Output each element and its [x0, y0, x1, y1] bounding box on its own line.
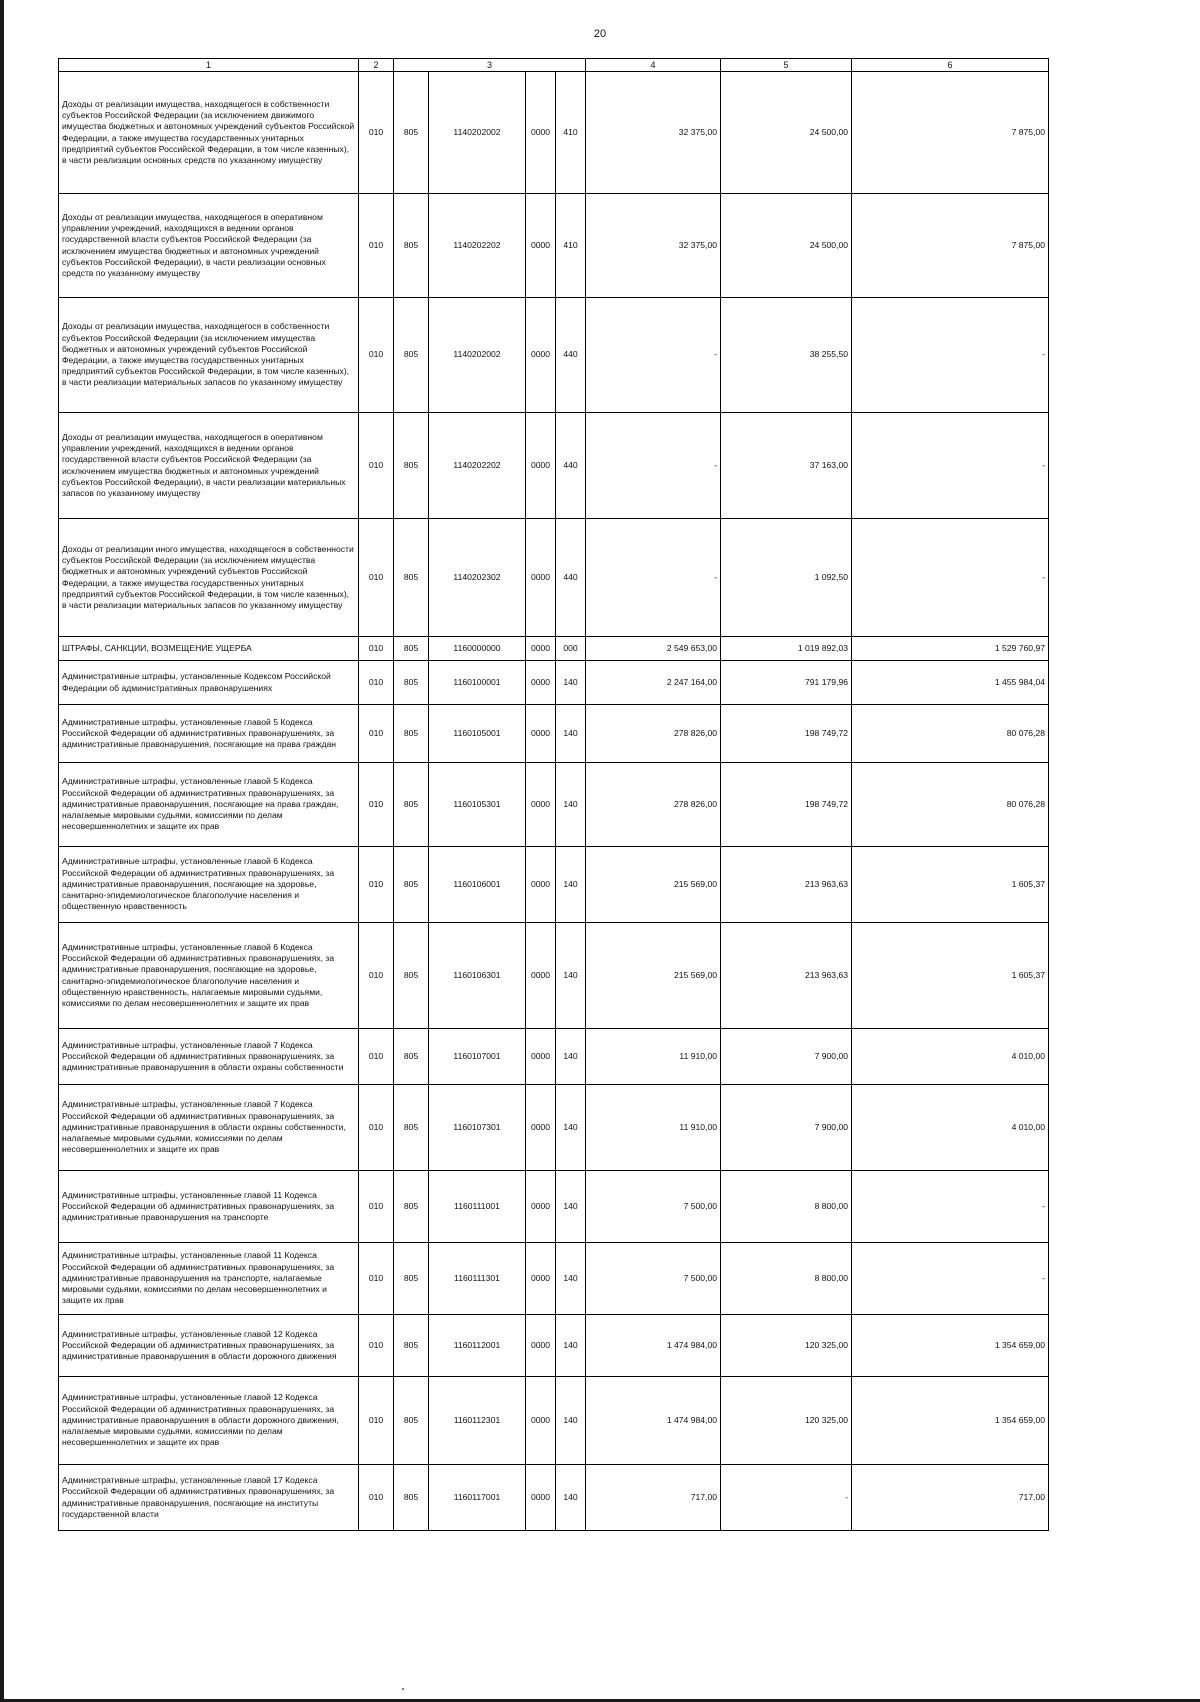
row-kosgu-code: 140 — [556, 763, 586, 847]
row-executed-amount: 8 800,00 — [721, 1243, 852, 1315]
row-kosgu-code: 440 — [556, 298, 586, 413]
row-kosgu-code: 140 — [556, 1029, 586, 1085]
row-admin-code: 805 — [394, 519, 429, 637]
row-program-code: 0000 — [526, 298, 556, 413]
row-description: Административные штрафы, установленные главой 5 Кодекса Российской Федерации об административных правонарушениях, за административные правонарушения, посягающие на права граждан — [59, 705, 359, 763]
row-line-code: 010 — [359, 194, 394, 298]
row-approved-amount: 278 826,00 — [586, 763, 721, 847]
row-description: Административные штрафы, установленные главой 7 Кодекса Российской Федерации об административных правонарушениях, за административные правонарушения в области охраны собственности, налагаемые мировыми судьями, комиссиями по делам несовершеннолетних и защите их прав — [59, 1085, 359, 1171]
row-approved-amount: 32 375,00 — [586, 194, 721, 298]
table-row — [59, 705, 1049, 763]
row-description: Доходы от реализации имущества, находящегося в собственности субъектов Российской Федерации (за исключением движимого имущества бюджетных и автономных учреждений субъектов Российской Федерации, а также имущества государственных унитарных предприятий субъектов Российской Федерации, в том числе казенных), в части реализации основных средств по указанному имуществу — [59, 72, 359, 194]
row-line-code: 010 — [359, 705, 394, 763]
table-row — [59, 1377, 1049, 1465]
row-approved-amount: 278 826,00 — [586, 705, 721, 763]
row-approved-amount: 7 500,00 — [586, 1243, 721, 1315]
row-description: Административные штрафы, установленные главой 6 Кодекса Российской Федерации об административных правонарушениях, за административные правонарушения, посягающие на здоровье, санитарно-эпидемиологическое благополучие населения и общественную нравственность — [59, 847, 359, 923]
row-description: Административные штрафы, установленные главой 12 Кодекса Российской Федерации об административных правонарушениях, за административные правонарушения в области дорожного движения, налагаемые мировыми судьями, комиссиями по делам несовершеннолетних и защите их прав — [59, 1377, 359, 1465]
row-line-code: 010 — [359, 923, 394, 1029]
table-row — [59, 763, 1049, 847]
row-budget-code: 1160107301 — [429, 1085, 526, 1171]
row-program-code: 0000 — [526, 923, 556, 1029]
page-number: 20 — [593, 28, 607, 40]
row-approved-amount: 1 474 984,00 — [586, 1315, 721, 1377]
row-executed-amount: 1 019 892,03 — [721, 637, 852, 661]
row-kosgu-code: 440 — [556, 519, 586, 637]
row-approved-amount: - — [586, 413, 721, 519]
row-executed-amount: 120 325,00 — [721, 1315, 852, 1377]
row-program-code: 0000 — [526, 194, 556, 298]
row-unexecuted-amount: 4 010,00 — [852, 1029, 1049, 1085]
row-executed-amount: 7 900,00 — [721, 1085, 852, 1171]
row-description: Административные штрафы, установленные главой 12 Кодекса Российской Федерации об административных правонарушениях, за административные правонарушения в области дорожного движения — [59, 1315, 359, 1377]
row-approved-amount: 11 910,00 — [586, 1085, 721, 1171]
row-admin-code: 805 — [394, 1171, 429, 1243]
row-unexecuted-amount: - — [852, 298, 1049, 413]
row-approved-amount: 7 500,00 — [586, 1171, 721, 1243]
row-line-code: 010 — [359, 661, 394, 705]
row-program-code: 0000 — [526, 763, 556, 847]
table-row — [59, 298, 1049, 413]
row-kosgu-code: 410 — [556, 194, 586, 298]
header-col-5: 5 — [721, 59, 852, 72]
row-unexecuted-amount: - — [852, 1243, 1049, 1315]
row-admin-code: 805 — [394, 1243, 429, 1315]
row-executed-amount: - — [721, 1465, 852, 1531]
row-admin-code: 805 — [394, 1377, 429, 1465]
row-description: Административные штрафы, установленные главой 6 Кодекса Российской Федерации об административных правонарушениях, за административные правонарушения, посягающие на здоровье, санитарно-эпидемиологическое благополучие населения и общественную нравственность, налагаемые мировыми судьями, комиссиями по делам несовершеннолетних и защите их прав — [59, 923, 359, 1029]
row-unexecuted-amount: - — [852, 1171, 1049, 1243]
row-kosgu-code: 410 — [556, 72, 586, 194]
row-line-code: 010 — [359, 637, 394, 661]
row-budget-code: 1160107001 — [429, 1029, 526, 1085]
row-program-code: 0000 — [526, 1465, 556, 1531]
row-approved-amount: 2 549 653,00 — [586, 637, 721, 661]
row-admin-code: 805 — [394, 298, 429, 413]
row-admin-code: 805 — [394, 637, 429, 661]
row-admin-code: 805 — [394, 763, 429, 847]
row-line-code: 010 — [359, 72, 394, 194]
row-unexecuted-amount: 1 455 984,04 — [852, 661, 1049, 705]
table-row — [59, 1029, 1049, 1085]
row-unexecuted-amount: 7 875,00 — [852, 72, 1049, 194]
row-budget-code: 1160106001 — [429, 847, 526, 923]
row-budget-code: 1160111301 — [429, 1243, 526, 1315]
table-row — [59, 1243, 1049, 1315]
table-row — [59, 519, 1049, 637]
row-approved-amount: 32 375,00 — [586, 72, 721, 194]
row-budget-code: 1160105301 — [429, 763, 526, 847]
row-kosgu-code: 140 — [556, 1315, 586, 1377]
row-program-code: 0000 — [526, 413, 556, 519]
row-description: Административные штрафы, установленные главой 17 Кодекса Российской Федерации об административных правонарушениях, за административные правонарушения, посягающие на институты государственной власти — [59, 1465, 359, 1531]
table-row — [59, 1465, 1049, 1531]
table-row — [59, 661, 1049, 705]
row-budget-code: 1160117001 — [429, 1465, 526, 1531]
row-description: Доходы от реализации имущества, находящегося в собственности субъектов Российской Федерации (за исключением имущества бюджетных и автономных учреждений субъектов Российской Федерации, а также имущества государственных унитарных предприятий субъектов Российской Федерации, в том числе казенных), в части реализации материальных запасов по указанному имуществу — [59, 298, 359, 413]
row-unexecuted-amount: 4 010,00 — [852, 1085, 1049, 1171]
table-row — [59, 1171, 1049, 1243]
row-approved-amount: 717,00 — [586, 1465, 721, 1531]
row-budget-code: 1140202202 — [429, 194, 526, 298]
row-line-code: 010 — [359, 298, 394, 413]
row-kosgu-code: 140 — [556, 1085, 586, 1171]
row-admin-code: 805 — [394, 661, 429, 705]
table-row — [59, 847, 1049, 923]
row-line-code: 010 — [359, 413, 394, 519]
row-program-code: 0000 — [526, 705, 556, 763]
row-budget-code: 1140202002 — [429, 298, 526, 413]
row-line-code: 010 — [359, 1243, 394, 1315]
row-executed-amount: 213 963,63 — [721, 923, 852, 1029]
row-approved-amount: 2 247 164,00 — [586, 661, 721, 705]
row-description: Доходы от реализации иного имущества, находящегося в собственности субъектов Российской Федерации (за исключением имущества бюджетных и автономных учреждений субъектов Российской Федерации, а также имущества государственных унитарных предприятий субъектов Российской Федерации, в том числе казенных), в части реализации материальных запасов по указанному имуществу — [59, 519, 359, 637]
row-description: Доходы от реализации имущества, находящегося в оперативном управлении учреждений, находящихся в ведении органов государственной власти субъектов Российской Федерации (за исключением имущества бюджетных и автономных учреждений субъектов Российской Федерации), в части реализации основных средств по указанному имуществу — [59, 194, 359, 298]
row-description: Доходы от реализации имущества, находящегося в оперативном управлении учреждений, находящихся в ведении органов государственной власти субъектов Российской Федерации (за исключением имущества бюджетных и автономных учреждений субъектов Российской Федерации), в части реализации материальных запасов по указанному имуществу — [59, 413, 359, 519]
revenue-table — [58, 58, 1049, 1531]
row-kosgu-code: 140 — [556, 923, 586, 1029]
row-kosgu-code: 140 — [556, 705, 586, 763]
row-line-code: 010 — [359, 1377, 394, 1465]
row-budget-code: 1160112001 — [429, 1315, 526, 1377]
row-budget-code: 1160111001 — [429, 1171, 526, 1243]
row-unexecuted-amount: 1 354 659,00 — [852, 1315, 1049, 1377]
row-approved-amount: - — [586, 519, 721, 637]
header-col-3: 3 — [394, 59, 586, 72]
row-admin-code: 805 — [394, 1029, 429, 1085]
row-kosgu-code: 140 — [556, 1465, 586, 1531]
row-program-code: 0000 — [526, 1085, 556, 1171]
row-description: Административные штрафы, установленные главой 11 Кодекса Российской Федерации об административных правонарушениях, за административные правонарушения на транспорте, налагаемые мировыми судьями, комиссиями по делам несовершеннолетних и защите их прав — [59, 1243, 359, 1315]
row-line-code: 010 — [359, 1315, 394, 1377]
row-executed-amount: 213 963,63 — [721, 847, 852, 923]
row-line-code: 010 — [359, 1085, 394, 1171]
header-col-4: 4 — [586, 59, 721, 72]
table-row — [59, 194, 1049, 298]
table-body — [59, 72, 1049, 1531]
row-executed-amount: 24 500,00 — [721, 72, 852, 194]
header-col-1: 1 — [59, 59, 359, 72]
table-row — [59, 637, 1049, 661]
table-row — [59, 923, 1049, 1029]
row-budget-code: 1160112301 — [429, 1377, 526, 1465]
row-line-code: 010 — [359, 847, 394, 923]
row-unexecuted-amount: 7 875,00 — [852, 194, 1049, 298]
row-description: Административные штрафы, установленные главой 11 Кодекса Российской Федерации об административных правонарушениях, за административные правонарушения на транспорте — [59, 1171, 359, 1243]
row-executed-amount: 24 500,00 — [721, 194, 852, 298]
header-col-6: 6 — [852, 59, 1049, 72]
row-budget-code: 1160000000 — [429, 637, 526, 661]
row-admin-code: 805 — [394, 194, 429, 298]
row-executed-amount: 1 092,50 — [721, 519, 852, 637]
row-budget-code: 1160100001 — [429, 661, 526, 705]
row-description: ШТРАФЫ, САНКЦИИ, ВОЗМЕЩЕНИЕ УЩЕРБА — [59, 637, 359, 661]
row-budget-code: 1140202002 — [429, 72, 526, 194]
row-kosgu-code: 140 — [556, 661, 586, 705]
row-executed-amount: 7 900,00 — [721, 1029, 852, 1085]
row-line-code: 010 — [359, 763, 394, 847]
row-unexecuted-amount: - — [852, 413, 1049, 519]
scan-border-left — [0, 0, 4, 1702]
header-row — [59, 59, 1049, 72]
table-row — [59, 413, 1049, 519]
row-program-code: 0000 — [526, 661, 556, 705]
row-approved-amount: - — [586, 298, 721, 413]
row-executed-amount: 791 179,96 — [721, 661, 852, 705]
row-executed-amount: 198 749,72 — [721, 763, 852, 847]
row-unexecuted-amount: 1 354 659,00 — [852, 1377, 1049, 1465]
row-kosgu-code: 140 — [556, 1171, 586, 1243]
row-budget-code: 1140202202 — [429, 413, 526, 519]
row-budget-code: 1160106301 — [429, 923, 526, 1029]
row-admin-code: 805 — [394, 413, 429, 519]
row-approved-amount: 11 910,00 — [586, 1029, 721, 1085]
row-admin-code: 805 — [394, 1315, 429, 1377]
row-approved-amount: 215 569,00 — [586, 923, 721, 1029]
row-kosgu-code: 000 — [556, 637, 586, 661]
row-executed-amount: 198 749,72 — [721, 705, 852, 763]
row-kosgu-code: 140 — [556, 1377, 586, 1465]
row-line-code: 010 — [359, 519, 394, 637]
row-executed-amount: 38 255,50 — [721, 298, 852, 413]
row-admin-code: 805 — [394, 923, 429, 1029]
row-executed-amount: 8 800,00 — [721, 1171, 852, 1243]
row-program-code: 0000 — [526, 637, 556, 661]
row-description: Административные штрафы, установленные главой 7 Кодекса Российской Федерации об административных правонарушениях, за административные правонарушения в области охраны собственности — [59, 1029, 359, 1085]
row-program-code: 0000 — [526, 519, 556, 637]
row-kosgu-code: 140 — [556, 847, 586, 923]
revenue-table-container — [58, 58, 1048, 1531]
row-unexecuted-amount: 1 605,37 — [852, 923, 1049, 1029]
row-program-code: 0000 — [526, 72, 556, 194]
row-unexecuted-amount: 1 605,37 — [852, 847, 1049, 923]
scan-speck — [402, 1688, 404, 1690]
row-unexecuted-amount: 717,00 — [852, 1465, 1049, 1531]
row-admin-code: 805 — [394, 847, 429, 923]
row-program-code: 0000 — [526, 1171, 556, 1243]
row-unexecuted-amount: 1 529 760,97 — [852, 637, 1049, 661]
row-executed-amount: 37 163,00 — [721, 413, 852, 519]
header-col-2: 2 — [359, 59, 394, 72]
row-line-code: 010 — [359, 1465, 394, 1531]
row-program-code: 0000 — [526, 1029, 556, 1085]
row-description: Административные штрафы, установленные главой 5 Кодекса Российской Федерации об административных правонарушениях, за административные правонарушения, посягающие на права граждан, налагаемые мировыми судьями, комиссиями по делам несовершеннолетних и защите их прав — [59, 763, 359, 847]
row-budget-code: 1140202302 — [429, 519, 526, 637]
row-executed-amount: 120 325,00 — [721, 1377, 852, 1465]
row-admin-code: 805 — [394, 705, 429, 763]
row-program-code: 0000 — [526, 1243, 556, 1315]
table-row — [59, 1315, 1049, 1377]
row-admin-code: 805 — [394, 1465, 429, 1531]
table-row — [59, 1085, 1049, 1171]
row-kosgu-code: 140 — [556, 1243, 586, 1315]
row-program-code: 0000 — [526, 1377, 556, 1465]
row-kosgu-code: 440 — [556, 413, 586, 519]
row-admin-code: 805 — [394, 72, 429, 194]
row-budget-code: 1160105001 — [429, 705, 526, 763]
row-line-code: 010 — [359, 1029, 394, 1085]
row-program-code: 0000 — [526, 847, 556, 923]
row-approved-amount: 215 569,00 — [586, 847, 721, 923]
row-line-code: 010 — [359, 1171, 394, 1243]
row-unexecuted-amount: 80 076,28 — [852, 705, 1049, 763]
row-unexecuted-amount: - — [852, 519, 1049, 637]
row-unexecuted-amount: 80 076,28 — [852, 763, 1049, 847]
row-approved-amount: 1 474 984,00 — [586, 1377, 721, 1465]
table-row — [59, 72, 1049, 194]
row-description: Административные штрафы, установленные Кодексом Российской Федерации об административных правонарушениях — [59, 661, 359, 705]
row-program-code: 0000 — [526, 1315, 556, 1377]
row-admin-code: 805 — [394, 1085, 429, 1171]
